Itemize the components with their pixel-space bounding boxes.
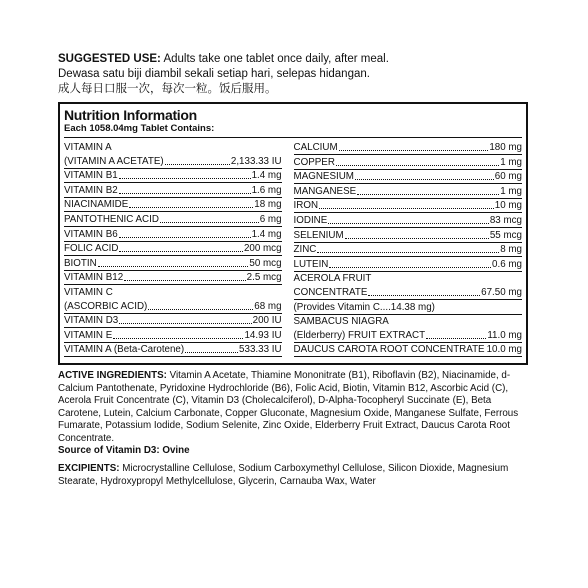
nutrient-row: [294, 273, 522, 285]
dot-leader: [160, 222, 259, 223]
dot-leader: [119, 178, 251, 179]
suggested-use-english-text: Adults take one tablet once daily, after meal.: [163, 53, 389, 65]
dot-leader: [98, 266, 249, 267]
nutrient-name: FOLIC ACID: [64, 243, 119, 255]
nutrition-information-box: [58, 102, 528, 365]
nutrient-name: VITAMIN A: [64, 142, 112, 153]
nutrient-value: 2.5 mcg: [246, 272, 282, 284]
nutrient-name: COPPER: [293, 156, 335, 168]
nutrient-value: 1.4 mg: [251, 228, 282, 240]
dot-leader: [368, 295, 480, 296]
nutrient-row: [294, 330, 522, 343]
nutrient-value: 1.6 mg: [251, 184, 282, 196]
active-ingredients-label: ACTIVE INGREDIENTS:: [58, 369, 167, 381]
dot-leader: [119, 237, 251, 238]
nutrient-name: SAMBACUS NIAGRA: [293, 316, 389, 328]
dot-leader: [124, 280, 246, 281]
nutrient-name: NIACINAMIDE: [64, 199, 129, 211]
nutrient-row: [64, 156, 282, 169]
nutrient-value: 67.50 mg: [481, 286, 522, 298]
nutrient-name: LUTEIN: [293, 258, 329, 270]
dot-leader: [336, 165, 499, 166]
nutrient-name: CONCENTRATE: [293, 286, 368, 298]
nutrient-row: [64, 142, 282, 154]
nutrient-name: IRON: [293, 200, 319, 212]
suggested-use-english: [58, 52, 528, 67]
nutrient-name: (ASCORBIC ACID): [64, 300, 148, 312]
excipients-text: Microcrystalline Cellulose, Sodium Carboxymethyl Cellulose, Silicon Dioxide, Magnesium Stearate, Hydroxypropyl Methylcellulose, Glycerin, Carnauba Wax, Water: [58, 463, 509, 487]
dot-leader: [357, 194, 499, 195]
nutrient-row: [64, 301, 282, 314]
nutrient-value: 50 mcg: [249, 257, 282, 269]
nutrition-title: Nutrition Information: [64, 107, 197, 123]
dot-leader: [317, 252, 499, 253]
nutrient-name: VITAMIN B2: [64, 184, 118, 196]
dot-leader: [119, 251, 243, 252]
dot-leader: [328, 223, 489, 224]
active-ingredients-text: Vitamin A Acetate, Thiamine Mononitrate (B1), Riboflavin (B2), Niacinamide, d-Calcium Pantothenate, Pyridoxine Hydrochloride (B6), Folic Acid, Biotin, Vitamin B12, Ascorbic Acid (C), Acerola Fruit Concentrate (C), Vitamin D3 (Cholecalciferol), D-Alpha-Tocopheryl Succinate (E), Beta Carotene, Lutein, Calcium Carbonate, Copper Gluconate, Magnesium Oxide, Manganese Sulfate, Ferrous Fumarate, Potassium Iodide, Sodium Selenite, Zinc Oxide, Elderberry Fruit Extract, Daucus Carota Root Concentrate.: [58, 369, 519, 444]
suggested-use: [58, 52, 528, 97]
nutrient-name: DAUCUS CAROTA ROOT CONCENTRATE: [293, 344, 485, 356]
nutrient-value: 83 mcg: [489, 214, 522, 226]
nutrient-value: 180 mg: [489, 142, 522, 153]
nutrient-row: [64, 344, 282, 357]
nutrient-row: [294, 259, 522, 272]
nutrient-row: [64, 258, 282, 271]
nutrient-value: 200 IU: [252, 315, 282, 327]
nutrient-row: [64, 214, 282, 227]
dot-leader: [119, 193, 251, 194]
dot-leader: [426, 338, 486, 339]
nutrient-value: 68 mg: [254, 300, 282, 312]
nutrient-row: [64, 330, 282, 343]
nutrient-row: [64, 272, 282, 285]
nutrition-right-column: [294, 142, 522, 359]
nutrient-name: ACEROLA FRUIT: [293, 273, 372, 285]
nutrient-value: 1.4 mg: [251, 170, 282, 182]
dot-leader: [345, 238, 489, 239]
nutrient-value: 18 mg: [254, 199, 282, 211]
nutrient-value: 6 mg: [259, 213, 282, 225]
dot-leader: [129, 207, 253, 208]
nutrient-name: VITAMIN B1: [64, 170, 118, 182]
active-ingredients: [58, 370, 528, 458]
nutrient-name: VITAMIN C: [64, 286, 113, 298]
vitamin-d3-source: Source of Vitamin D3: Ovine: [58, 445, 190, 457]
nutrient-row: [64, 243, 282, 256]
suggested-use-label: SUGGESTED USE:: [58, 53, 161, 65]
nutrient-value: 10 mg: [494, 200, 522, 212]
nutrient-name: IODINE: [293, 214, 328, 226]
nutrient-name: PANTOTHENIC ACID: [64, 213, 159, 225]
dot-leader: [339, 150, 489, 151]
nutrient-value: 200 mcg: [243, 243, 282, 255]
nutrition-columns: [64, 142, 522, 359]
dot-leader: [185, 352, 238, 353]
nutrient-name: BIOTIN: [64, 257, 97, 269]
nutrient-value: 14.93 IU: [244, 329, 282, 341]
nutrient-name: CALCIUM: [293, 142, 338, 153]
excipients-label: EXCIPIENTS:: [58, 463, 120, 475]
excipients: [58, 463, 528, 488]
nutrient-row: [64, 185, 282, 198]
nutrient-row: [294, 186, 522, 199]
nutrient-name: VITAMIN D3: [64, 315, 119, 327]
nutrient-name: VITAMIN E: [64, 329, 113, 341]
label-content: [58, 52, 528, 488]
nutrient-name: (Provides Vitamin C....14.38 mg): [293, 301, 435, 313]
dot-leader: [319, 208, 494, 209]
nutrient-value: 1 mg: [500, 156, 522, 168]
nutrient-row: [294, 157, 522, 170]
dot-leader: [113, 338, 243, 339]
nutrient-row: [294, 344, 522, 357]
nutrient-row: [294, 244, 522, 257]
nutrient-name: MAGNESIUM: [293, 171, 354, 183]
nutrient-row: [294, 230, 522, 243]
nutrient-row: [64, 229, 282, 242]
nutrient-row: [64, 287, 282, 299]
dot-leader: [165, 164, 230, 165]
nutrient-row: [64, 315, 282, 328]
nutrient-value: 11.0 mg: [487, 329, 522, 341]
nutrient-row: [294, 215, 522, 228]
dot-leader: [329, 267, 491, 268]
nutrient-row: [294, 200, 522, 213]
nutrient-value: 8 mg: [500, 244, 522, 256]
nutrient-row: [64, 170, 282, 183]
nutrient-value: 0.6 mg: [492, 258, 522, 270]
nutrient-name: ZINC: [293, 244, 317, 256]
nutrient-value: 2,133.33 IU: [230, 155, 282, 167]
nutrient-row: [64, 199, 282, 212]
nutrient-row: [294, 287, 522, 300]
dot-leader: [119, 323, 251, 324]
nutrient-name: (VITAMIN A ACETATE): [64, 155, 164, 167]
nutrient-value: 55 mcg: [489, 229, 522, 241]
nutrient-row: [294, 142, 522, 155]
nutrition-left-column: [64, 142, 282, 359]
nutrient-value: 533.33 IU: [239, 344, 282, 356]
suggested-use-malay: Dewasa satu biji diambil sekali setiap hari, selepas hidangan.: [58, 68, 370, 80]
nutrition-subtitle: Each 1058.04mg Tablet Contains:: [64, 123, 522, 138]
suggested-use-chinese: 成人每日口服一次，每次一粒。饭后服用。: [58, 83, 277, 95]
nutrient-row: [294, 171, 522, 184]
dot-leader: [148, 309, 253, 310]
nutrient-value: 1 mg: [500, 185, 522, 197]
nutrient-name: VITAMIN A (Beta-Carotene): [64, 344, 185, 356]
nutrient-name: VITAMIN B12: [64, 272, 124, 284]
dot-leader: [355, 179, 494, 180]
nutrient-name: (Elderberry) FRUIT EXTRACT: [293, 329, 426, 341]
nutrient-name: MANGANESE: [293, 185, 357, 197]
nutrient-value: 10.0 mg: [486, 344, 522, 356]
nutrient-row: [294, 316, 522, 328]
nutrient-value: 60 mg: [494, 171, 522, 183]
nutrient-row: [294, 302, 522, 315]
nutrient-name: SELENIUM: [293, 229, 344, 241]
nutrient-name: VITAMIN B6: [64, 228, 118, 240]
